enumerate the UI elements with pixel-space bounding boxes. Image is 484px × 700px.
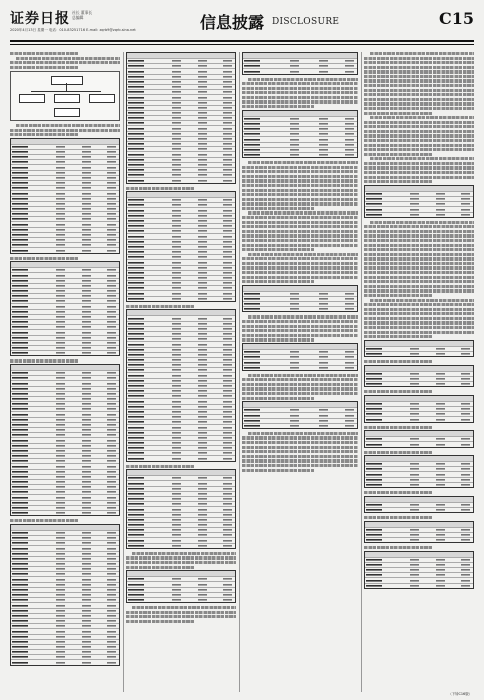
table-row bbox=[243, 424, 357, 428]
text-line bbox=[242, 436, 358, 439]
text-line bbox=[126, 305, 194, 308]
text-line bbox=[242, 166, 358, 169]
column-divider bbox=[361, 52, 362, 692]
table-row bbox=[11, 660, 119, 664]
text-line bbox=[242, 450, 358, 453]
section-title: 信息披露 bbox=[200, 13, 265, 32]
text-line bbox=[370, 116, 474, 119]
text-line bbox=[242, 100, 358, 103]
text-line bbox=[242, 207, 314, 210]
table-row bbox=[365, 508, 473, 512]
header-rule bbox=[10, 40, 474, 42]
text-line bbox=[242, 266, 358, 269]
data-table bbox=[10, 261, 120, 356]
text-line bbox=[364, 426, 432, 429]
text-line bbox=[242, 320, 358, 323]
diagram-line bbox=[66, 83, 67, 91]
text-line bbox=[364, 285, 474, 288]
data-table bbox=[364, 185, 474, 218]
text-line bbox=[364, 121, 474, 124]
data-table bbox=[364, 551, 474, 589]
text-line bbox=[242, 225, 358, 228]
text-line bbox=[364, 148, 474, 151]
data-table bbox=[364, 365, 474, 388]
table-row bbox=[365, 382, 473, 386]
text-line bbox=[10, 129, 120, 132]
text-line bbox=[370, 52, 474, 55]
text-line bbox=[364, 312, 474, 315]
text-line bbox=[364, 171, 474, 174]
text-line bbox=[364, 491, 432, 494]
text-line bbox=[364, 516, 432, 519]
text-line bbox=[242, 329, 358, 332]
text-line bbox=[364, 248, 474, 251]
text-line bbox=[16, 124, 120, 127]
column-divider bbox=[123, 52, 124, 692]
column-1 bbox=[10, 52, 120, 692]
table-row bbox=[365, 213, 473, 217]
continued-note: （下转C16版） bbox=[448, 692, 472, 696]
text-line bbox=[126, 566, 194, 569]
masthead bbox=[10, 4, 474, 42]
table-row bbox=[127, 456, 235, 460]
text-line bbox=[242, 387, 358, 390]
text-line bbox=[242, 334, 358, 337]
text-line bbox=[370, 157, 474, 160]
text-line bbox=[242, 464, 358, 467]
data-table bbox=[364, 340, 474, 357]
data-table bbox=[126, 469, 236, 549]
data-table bbox=[126, 570, 236, 603]
text-line bbox=[126, 561, 236, 564]
column-divider bbox=[239, 52, 240, 692]
text-line bbox=[364, 162, 474, 165]
text-line bbox=[364, 280, 474, 283]
text-line bbox=[242, 392, 358, 395]
data-table bbox=[364, 521, 474, 544]
text-line bbox=[364, 93, 474, 96]
issue-meta: 2020年4月13日 星期一 电话：010-83251716 E-mail: zqrb9@zqrb.sina.net bbox=[10, 28, 136, 32]
data-table bbox=[364, 496, 474, 513]
newspaper-logo: 证券日报 bbox=[10, 11, 70, 27]
data-table bbox=[242, 52, 358, 75]
text-line bbox=[248, 374, 358, 377]
text-line bbox=[10, 133, 78, 136]
text-line bbox=[242, 189, 358, 192]
table-row bbox=[365, 538, 473, 542]
text-line bbox=[242, 234, 358, 237]
text-line bbox=[242, 383, 358, 386]
data-table bbox=[364, 455, 474, 488]
text-line bbox=[242, 202, 358, 205]
diagram-box bbox=[54, 94, 80, 103]
column-4 bbox=[364, 52, 474, 692]
text-line bbox=[364, 294, 432, 297]
text-line bbox=[126, 615, 236, 618]
text-line bbox=[364, 125, 474, 128]
data-table bbox=[364, 395, 474, 423]
text-line bbox=[370, 299, 474, 302]
diagram-box bbox=[19, 94, 45, 103]
text-line bbox=[248, 161, 358, 164]
data-table bbox=[242, 110, 358, 159]
text-line bbox=[364, 266, 474, 269]
text-line bbox=[364, 89, 474, 92]
text-line bbox=[364, 57, 474, 60]
text-line bbox=[364, 360, 432, 363]
text-line bbox=[364, 130, 474, 133]
text-line bbox=[132, 606, 236, 609]
text-line bbox=[16, 57, 120, 60]
text-line bbox=[364, 317, 474, 320]
text-line bbox=[242, 91, 358, 94]
data-table bbox=[126, 309, 236, 461]
text-line bbox=[364, 66, 474, 69]
text-line bbox=[242, 179, 358, 182]
text-line bbox=[364, 271, 474, 274]
table-row bbox=[365, 584, 473, 588]
column-2 bbox=[126, 52, 236, 692]
data-table bbox=[242, 285, 358, 313]
text-line bbox=[364, 134, 474, 137]
text-line bbox=[364, 144, 474, 147]
data-table bbox=[242, 401, 358, 429]
text-line bbox=[248, 78, 358, 81]
text-line bbox=[364, 331, 474, 334]
text-line bbox=[364, 234, 474, 237]
table-row bbox=[127, 598, 235, 602]
data-table bbox=[10, 364, 120, 516]
text-line bbox=[364, 166, 474, 169]
masthead-credits: 社长 董事长 总编辑 bbox=[72, 10, 93, 20]
text-line bbox=[364, 451, 432, 454]
text-line bbox=[242, 221, 358, 224]
structure-diagram bbox=[10, 71, 120, 121]
text-line bbox=[242, 325, 358, 328]
text-line bbox=[364, 390, 432, 393]
text-line bbox=[242, 184, 358, 187]
text-line bbox=[242, 276, 358, 279]
text-line bbox=[242, 198, 358, 201]
text-line bbox=[242, 230, 358, 233]
table-row bbox=[127, 178, 235, 182]
text-line bbox=[364, 321, 474, 324]
text-line bbox=[370, 221, 474, 224]
text-line bbox=[364, 326, 474, 329]
text-line bbox=[242, 262, 358, 265]
table-row bbox=[365, 417, 473, 421]
text-line bbox=[364, 289, 474, 292]
table-row bbox=[243, 366, 357, 370]
text-line bbox=[364, 98, 474, 101]
text-line bbox=[10, 257, 78, 260]
data-table bbox=[10, 138, 120, 254]
diagram-line bbox=[31, 91, 101, 92]
text-line bbox=[364, 84, 474, 87]
text-line bbox=[242, 87, 358, 90]
text-line bbox=[364, 61, 474, 64]
text-line bbox=[364, 546, 432, 549]
table-row bbox=[243, 69, 357, 73]
table-row bbox=[365, 483, 473, 487]
text-line bbox=[364, 244, 474, 247]
text-line bbox=[126, 465, 194, 468]
text-line bbox=[364, 308, 474, 311]
text-line bbox=[364, 112, 432, 115]
text-line bbox=[248, 315, 358, 318]
text-line bbox=[10, 66, 78, 69]
text-line bbox=[10, 359, 78, 362]
text-line bbox=[242, 441, 358, 444]
text-line bbox=[248, 253, 358, 256]
table-row bbox=[365, 442, 473, 446]
text-line bbox=[364, 75, 474, 78]
data-table bbox=[10, 524, 120, 666]
text-line bbox=[248, 211, 358, 214]
text-line bbox=[364, 102, 474, 105]
text-line bbox=[364, 153, 432, 156]
text-line bbox=[364, 70, 474, 73]
data-table bbox=[364, 430, 474, 447]
diagram-box bbox=[54, 108, 80, 117]
table-row bbox=[243, 153, 357, 157]
table-row bbox=[11, 351, 119, 355]
text-line bbox=[364, 230, 474, 233]
text-line bbox=[364, 139, 474, 142]
text-line bbox=[242, 175, 358, 178]
text-line bbox=[242, 378, 358, 381]
text-line bbox=[242, 193, 358, 196]
text-line bbox=[364, 176, 474, 179]
text-line bbox=[242, 257, 358, 260]
text-line bbox=[364, 180, 432, 183]
text-line bbox=[242, 105, 314, 108]
text-line bbox=[364, 262, 474, 265]
text-line bbox=[364, 107, 474, 110]
text-line bbox=[242, 216, 358, 219]
text-line bbox=[242, 248, 314, 251]
page-number: C15 bbox=[439, 9, 474, 28]
text-line bbox=[242, 280, 314, 283]
text-line bbox=[248, 432, 358, 435]
data-table bbox=[242, 343, 358, 371]
section-title-en: DISCLOSURE bbox=[272, 17, 340, 27]
text-line bbox=[242, 170, 358, 173]
text-line bbox=[242, 469, 314, 472]
header-rule-thin bbox=[10, 44, 474, 45]
table-row bbox=[11, 511, 119, 515]
table-row bbox=[127, 297, 235, 301]
table-row bbox=[11, 248, 119, 252]
text-line bbox=[242, 96, 358, 99]
text-line bbox=[242, 397, 314, 400]
text-line bbox=[364, 225, 474, 228]
text-line bbox=[242, 338, 314, 341]
text-line bbox=[364, 253, 474, 256]
text-line bbox=[242, 455, 358, 458]
text-line bbox=[242, 239, 358, 242]
text-line bbox=[126, 556, 236, 559]
diagram-box bbox=[51, 76, 83, 85]
text-line bbox=[364, 303, 474, 306]
table-row bbox=[127, 544, 235, 548]
text-line bbox=[364, 239, 474, 242]
text-line bbox=[126, 611, 236, 614]
text-line bbox=[242, 446, 358, 449]
text-line bbox=[126, 620, 194, 623]
text-line bbox=[10, 519, 78, 522]
text-line bbox=[242, 244, 358, 247]
column-3 bbox=[242, 52, 358, 692]
data-table bbox=[126, 52, 236, 184]
text-line bbox=[364, 335, 432, 338]
text-line bbox=[10, 61, 120, 64]
text-line bbox=[132, 552, 236, 555]
diagram-box bbox=[89, 94, 115, 103]
text-line bbox=[364, 276, 474, 279]
text-line bbox=[364, 257, 474, 260]
text-line bbox=[126, 187, 194, 190]
data-table bbox=[126, 191, 236, 302]
text-line bbox=[242, 82, 358, 85]
text-line bbox=[364, 79, 474, 82]
table-row bbox=[365, 352, 473, 356]
text-line bbox=[242, 271, 358, 274]
text-line bbox=[10, 52, 78, 55]
text-line bbox=[242, 459, 358, 462]
table-row bbox=[243, 307, 357, 311]
